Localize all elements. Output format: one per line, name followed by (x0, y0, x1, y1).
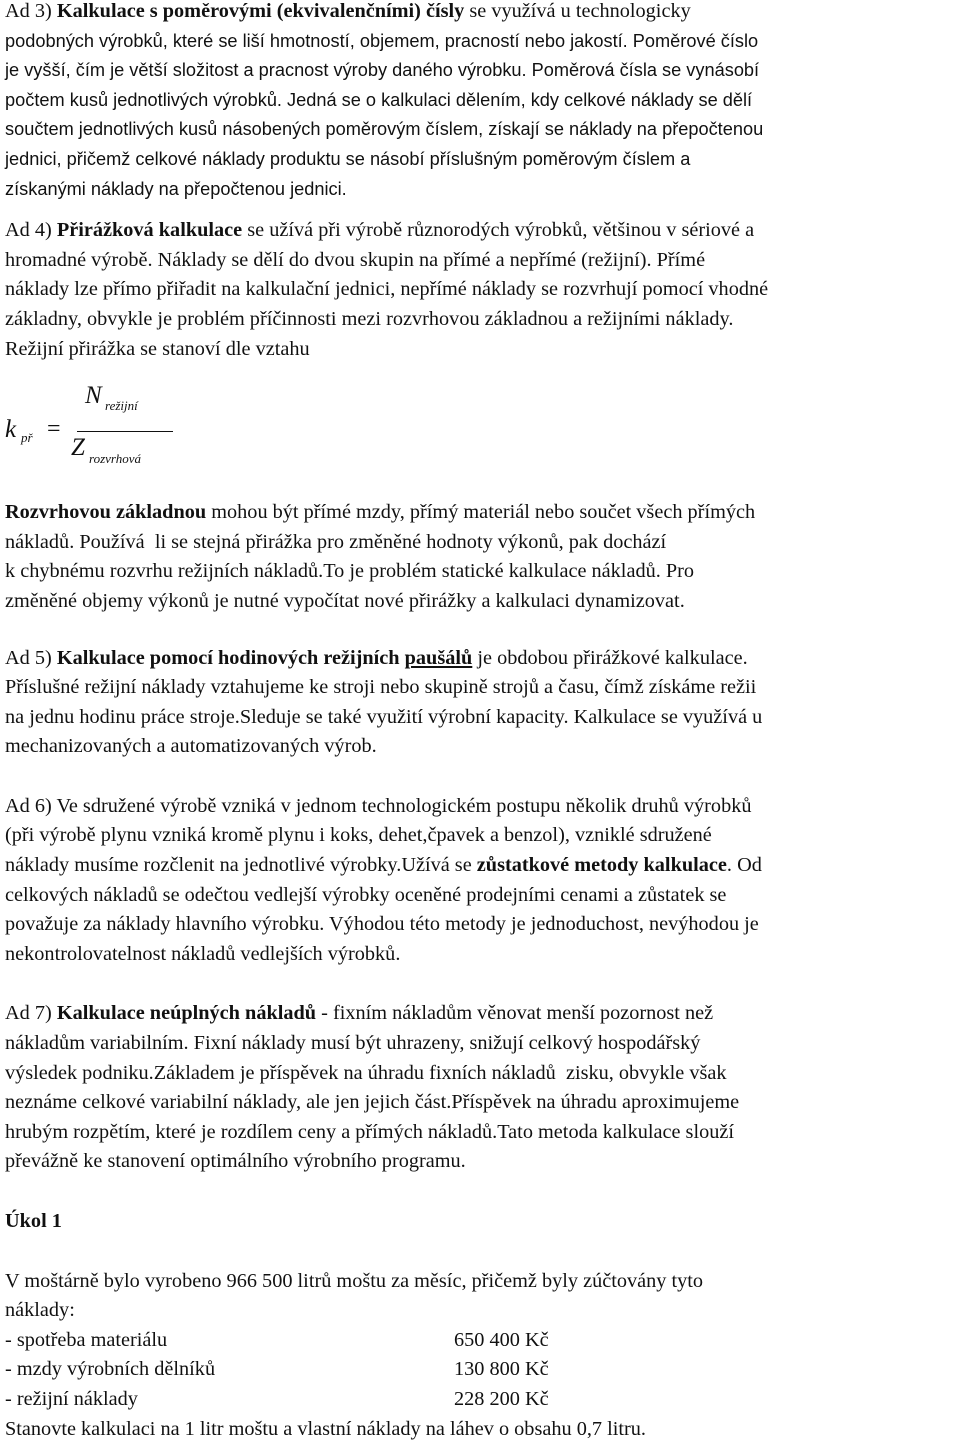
paragraph-ad5 (5, 644, 957, 762)
paragraph-ad7 (5, 999, 957, 1177)
text-run: se využívá u technologicky (464, 0, 691, 22)
cost-label: - spotřeba materiálu (5, 1328, 168, 1351)
text-line (5, 587, 957, 617)
text-run: součtem jednotlivých kusů násobených poměrovým číslem, získají se náklady na přepočtenou (5, 119, 764, 140)
text-run: Kalkulace pomocí hodinových režijních (56, 646, 405, 669)
text-line (5, 335, 957, 365)
text-line (5, 528, 957, 558)
text-run: mechanizovaných a automatizovaných výrob. (5, 735, 377, 758)
text-line (5, 275, 957, 305)
formula-numerator-subscript: režijní (105, 398, 138, 414)
formula-denominator-subscript: rozvrhová (89, 451, 141, 467)
text-line (5, 673, 957, 703)
text-run: Kalkulace s poměrovými (ekvivalenčními) čísly (56, 0, 465, 22)
text-run: mohou být přímé mzdy, přímý materiál nebo součet všech přímých (206, 501, 756, 524)
formula-rezijni-prirazka (5, 380, 957, 476)
text-run: výsledek podniku.Základem je příspěvek na úhradu fixních nákladů zisku, obvykle však (5, 1061, 727, 1084)
paragraph-ad6 (5, 792, 957, 970)
cost-label: - mzdy výrobních dělníků (5, 1358, 216, 1381)
text-line (5, 27, 957, 57)
ukol-task: Stanovte kalkulaci na 1 litr moštu a vlastní náklady na láhev o obsahu 0,7 litru. (5, 1417, 646, 1440)
text-line (5, 1059, 957, 1089)
text-line (5, 557, 957, 587)
text-line (5, 792, 957, 822)
cost-value: 130 800 Kč (454, 1358, 549, 1381)
text-run: zůstatkové metody kalkulace (476, 854, 727, 877)
paragraph-ad4 (5, 216, 957, 364)
text-run: Ad 7) (5, 1002, 57, 1025)
text-run: (při výrobě plynu vzniká kromě plynu i koks, dehet,čpavek a benzol), vzniklé sdružené (5, 824, 712, 847)
text-line (5, 940, 957, 970)
text-run: nekontrolovatelnost nákladů vedlejších výrobků. (5, 942, 401, 965)
text-run: náklady lze přímo přiřadit na kalkulační jednici, nepřímé náklady se rozvrhují pomocí vhodné (5, 278, 769, 301)
text-run: Kalkulace neúplných nákladů (56, 1002, 317, 1025)
text-line (5, 498, 957, 528)
text-run: Ad 3) (5, 0, 57, 22)
text-run: počtem kusů jednotlivých výrobků. Jedná se o kalkulaci dělením, kdy celkové náklady se dělí (5, 89, 753, 110)
cost-list (5, 1326, 957, 1415)
formula-k: k (5, 416, 17, 444)
text-line (5, 216, 957, 246)
document-page (5, 0, 957, 1444)
paragraph-ad3 (5, 0, 957, 204)
cost-row (5, 1326, 957, 1356)
formula-denominator: Z (71, 434, 85, 462)
ukol-intro (5, 1267, 957, 1326)
ukol-intro-line: V moštárně bylo vyrobeno 966 500 litrů moštu za měsíc, přičemž byly zúčtovány tyto (5, 1269, 704, 1292)
text-line (5, 1088, 957, 1118)
text-run: hromadné výrobě. Náklady se dělí do dvou skupin na přímé a nepřímé (režijní). Přímé (5, 248, 706, 271)
text-run: jednici, přičemž celkové náklady produktu se násobí příslušným poměrovým číslem a (5, 148, 691, 169)
text-run: považuje za náklady hlavního výrobku. Výhodou této metody je jednoduchost, nevýhodou je (5, 913, 759, 936)
text-run: Ad 6) Ve sdružené výrobě vzniká v jednom technologickém postupu několik druhů výrobků (5, 794, 752, 817)
text-line (5, 86, 957, 116)
cost-value: 228 200 Kč (454, 1387, 549, 1410)
cost-value: 650 400 Kč (454, 1328, 549, 1351)
text-run: základny, obvykle je problém příčinnosti mezi rozvrhovou základnou a režijními náklady. (5, 307, 734, 330)
cost-row (5, 1385, 957, 1415)
text-run: Přirážková kalkulace (56, 219, 243, 242)
text-run: hrubým rozpětím, které je rozdílem ceny a přímých nákladů.Tato metoda kalkulace slouží (5, 1120, 735, 1143)
formula-k-subscript: př (21, 430, 33, 446)
text-line (5, 56, 957, 86)
text-run: nákladů. Používá li se stejná přirážka pro změněné hodnoty výkonů, pak dochází (5, 530, 667, 553)
text-run: převážně ke stanovení optimálního výrobního programu. (5, 1150, 466, 1173)
text-run: změněné objemy výkonů je nutné vypočítat nové přirážky a kalkulaci dynamizovat. (5, 589, 685, 612)
text-run: Ad 5) (5, 646, 57, 669)
text-line (5, 145, 957, 175)
formula-fraction-bar (77, 431, 173, 432)
text-run: na jednu hodinu práce stroje.Sleduje se také využití výrobní kapacity. Kalkulace se využívá u (5, 705, 763, 728)
ukol-intro-line: náklady: (5, 1299, 75, 1322)
text-line (5, 1029, 957, 1059)
text-run: neznáme celkové variabilní náklady, ale jen jejich část.Příspěvek na úhradu aproximujeme (5, 1091, 740, 1114)
text-run: náklady musíme rozčlenit na jednotlivé výrobky.Užívá se (5, 854, 477, 877)
text-run: celkových nákladů se odečtou vedlejší výrobky oceněné prodejními cenami a zůstatek se (5, 883, 727, 906)
text-run: získanými náklady na přepočtenou jednici. (5, 178, 347, 199)
formula-numerator: N (85, 382, 102, 410)
text-line (5, 1118, 957, 1148)
text-line (5, 644, 957, 674)
text-line (5, 246, 957, 276)
text-line (5, 851, 957, 881)
text-run: - fixním nákladům věnovat menší pozornost než (316, 1002, 714, 1025)
text-line (5, 999, 957, 1029)
paragraph-rozvrhova-zakladna (5, 498, 957, 616)
formula-equals: = (47, 416, 61, 443)
text-run: Ad 4) (5, 219, 57, 242)
text-line (5, 881, 957, 911)
cost-row (5, 1355, 957, 1385)
text-line (5, 732, 957, 762)
text-run: k chybnému rozvrhu režijních nákladů.To je problém statické kalkulace nákladů. Pro (5, 560, 695, 583)
text-run: je vyšší, čím je větší složitost a pracnost výroby daného výrobku. Poměrová čísla se vynásobí (5, 60, 760, 81)
text-run: Příslušné režijní náklady vztahujeme ke stroji nebo skupině strojů a času, čímž získáme režii (5, 676, 757, 699)
text-line (5, 0, 957, 27)
text-line (5, 305, 957, 335)
text-run: Rozvrhovou základnou (5, 501, 207, 524)
text-line (5, 910, 957, 940)
text-run: Režijní přirážka se stanoví dle vztahu (5, 337, 310, 360)
ukol-heading: Úkol 1 (5, 1210, 62, 1232)
cost-label: - režijní náklady (5, 1387, 138, 1410)
text-run: . Od (726, 854, 762, 877)
text-run: nákladům variabilním. Fixní náklady musí být uhrazeny, snižují celkový hospodářský (5, 1032, 701, 1055)
text-run: paušálů (404, 646, 473, 669)
text-line (5, 821, 957, 851)
text-line (5, 703, 957, 733)
text-line (5, 115, 957, 145)
text-run: se užívá při výrobě různorodých výrobků, většinou v sériové a (242, 219, 755, 242)
text-line (5, 1147, 957, 1177)
text-line (5, 175, 957, 205)
text-run: podobných výrobků, které se liší hmotností, objemem, pracností nebo jakostí. Poměrové číslo (5, 30, 759, 51)
text-run: je obdobou přirážkové kalkulace. (472, 646, 748, 669)
